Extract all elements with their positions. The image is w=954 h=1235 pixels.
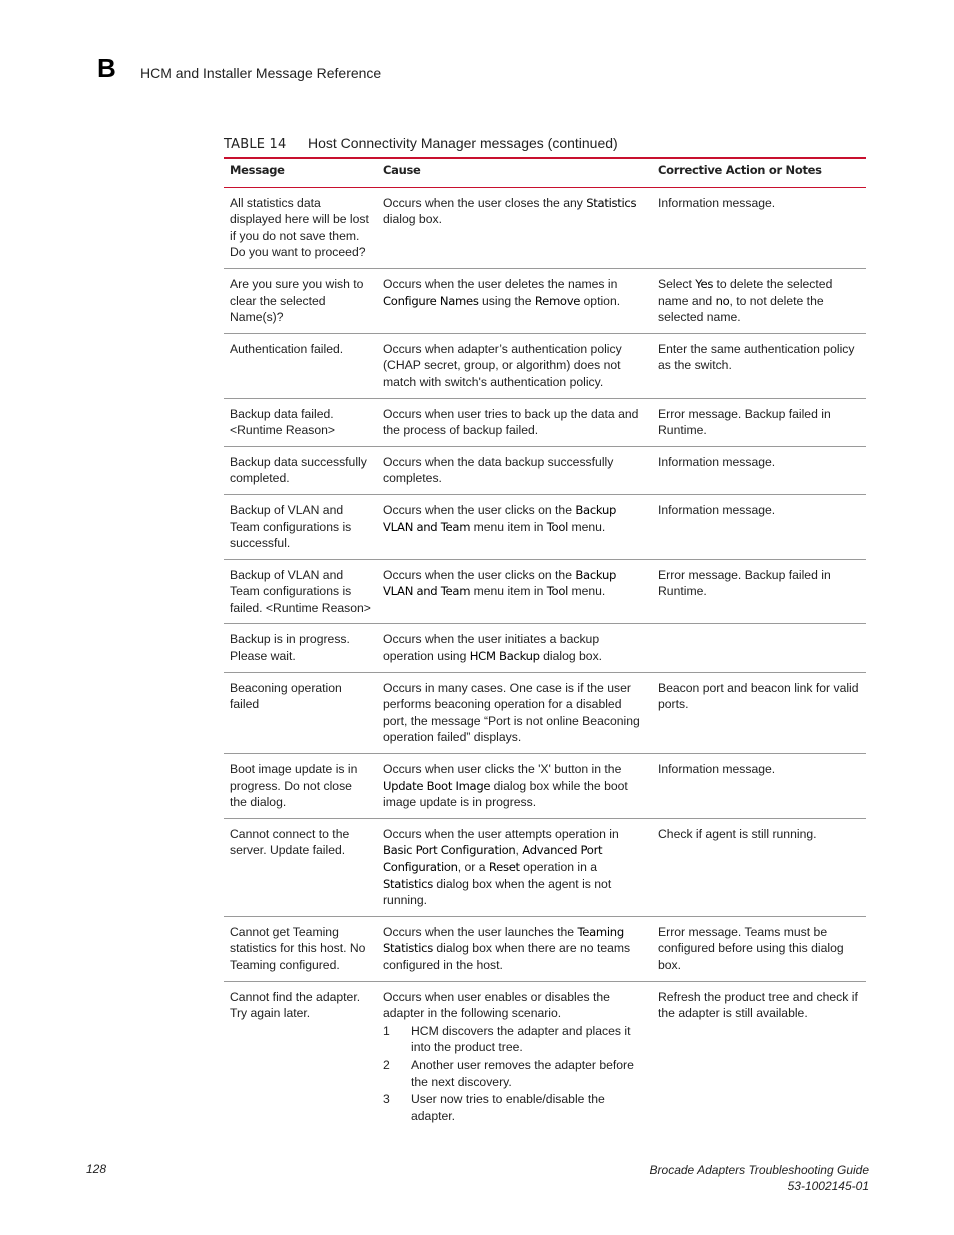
column-header-message: Message: [230, 163, 285, 177]
list-text: User now tries to enable/disable the adapter.: [411, 1092, 605, 1123]
cause-cell: Occurs when the user deletes the names in Configure Names using the Remove option.: [377, 268, 652, 333]
message-cell: Cannot connect to the server. Update failed.: [224, 818, 377, 916]
message-cell: Are you sure you wish to clear the selected Name(s)?: [224, 268, 377, 333]
cause-cell: Occurs when user clicks the 'X' button in the Update Boot Image dialog box while the boot image update is in progress.: [377, 754, 652, 819]
cause-cell: Occurs when adapter’s authentication policy (CHAP secret, group, or algorithm) does not match with switch's authentication policy.: [377, 333, 652, 398]
action-cell: Refresh the product tree and check if the adapter is still available.: [658, 989, 858, 1021]
ui-term: Configure Names: [383, 293, 479, 308]
list-item: [383, 1091, 646, 1124]
table-title: Host Connectivity Manager messages (continued): [308, 135, 618, 151]
action-cell: [652, 624, 866, 672]
table-row: [224, 268, 866, 333]
table-row: [224, 624, 866, 672]
ui-term: Yes: [695, 276, 714, 291]
column-header-cause: Cause: [383, 163, 421, 177]
message-cell: Backup data successfully completed.: [224, 446, 377, 494]
chapter-letter: B: [97, 53, 116, 83]
ui-term: HCM Backup: [469, 649, 540, 664]
ui-term: Statistics: [586, 195, 637, 210]
ui-term: Tool: [546, 519, 569, 534]
action-cell: Information message.: [652, 494, 866, 559]
message-cell: Backup data failed. <Runtime Reason>: [224, 398, 377, 446]
table-row: [224, 981, 866, 1132]
list-number: 3: [383, 1092, 390, 1107]
message-cell: All statistics data displayed here will be lost if you do not save them. Do you want to proceed?: [224, 187, 377, 268]
action-cell: Error message. Backup failed in Runtime.: [652, 398, 866, 446]
cause-cell: Occurs when user enables or disables the adapter in the following scenario. 1 HCM discovers the adapter and places it into the product tree. 2 Another user removes the adapter before the next discovery. 3 User now tries to enable/disable the adapter.: [377, 981, 652, 1132]
list-text: Another user removes the adapter before the next discovery.: [411, 1057, 634, 1089]
ui-term: Update Boot Image: [383, 778, 491, 793]
list-item: [383, 1057, 646, 1090]
list-number: 1: [383, 1023, 390, 1038]
action-cell: Information message.: [652, 446, 866, 494]
message-cell: Cannot find the adapter. Try again later.: [230, 989, 361, 1021]
cause-cell: Occurs when the data backup successfully completes.: [377, 446, 652, 494]
column-header-action: Corrective Action or Notes: [658, 163, 822, 177]
action-cell: Information message.: [652, 187, 866, 268]
list-item: [383, 1023, 646, 1056]
cause-cell: Occurs when the user initiates a backup operation using HCM Backup dialog box.: [377, 624, 652, 672]
action-cell: Select Yes to delete the selected name and no, to not delete the selected name.: [652, 268, 866, 333]
message-cell: Cannot get Teaming statistics for this host. No Teaming configured.: [224, 916, 377, 981]
action-cell: Enter the same authentication policy as the switch.: [652, 333, 866, 398]
doc-number: 53-1002145-01: [787, 1179, 869, 1193]
page-number: 128: [86, 1162, 107, 1176]
message-cell: Boot image update is in progress. Do not close the dialog.: [224, 754, 377, 819]
messages-table: [224, 157, 866, 1132]
list-text: HCM discovers the adapter and places it into the product tree.: [411, 1023, 631, 1055]
ui-term: Basic Port Configuration: [383, 843, 516, 858]
table-row: [224, 187, 866, 268]
action-cell: Information message.: [652, 754, 866, 819]
ui-term: Backup VLAN and Team: [383, 502, 617, 534]
action-cell: Check if agent is still running.: [652, 818, 866, 916]
table-row: [224, 818, 866, 916]
action-cell: Error message. Teams must be configured before using this dialog box.: [652, 916, 866, 981]
table-body: [224, 187, 866, 1132]
table-row: [224, 398, 866, 446]
table-row: [224, 559, 866, 624]
cause-cell: Occurs when the user clicks on the Backup VLAN and Team menu item in Tool menu.: [377, 559, 652, 624]
ui-term: Remove: [534, 293, 581, 308]
table-row: [224, 446, 866, 494]
cause-cell: Occurs when the user clicks on the Backup VLAN and Team menu item in Tool menu.: [377, 494, 652, 559]
table-caption: [224, 135, 618, 152]
message-cell: Backup of VLAN and Team configurations is successful.: [224, 494, 377, 559]
ui-term: Teaming Statistics: [383, 924, 624, 956]
table-row: [224, 754, 866, 819]
table-header-row: [224, 158, 866, 187]
table-row: [224, 494, 866, 559]
action-cell: Beacon port and beacon link for valid ports.: [652, 672, 866, 753]
ui-term: no: [715, 293, 730, 308]
message-cell: Backup is in progress. Please wait.: [224, 624, 377, 672]
message-cell: Beaconing operation failed: [224, 672, 377, 753]
table-row: [224, 333, 866, 398]
cause-cell: Occurs when the user attempts operation in Basic Port Configuration, Advanced Port Configuration, or a Reset operation in a Statistics dialog box when the agent is not running.: [377, 818, 652, 916]
guide-title: Brocade Adapters Troubleshooting Guide: [649, 1163, 869, 1177]
ui-term: Backup VLAN and Team: [383, 567, 617, 599]
cause-cell: Occurs when the user launches the Teaming Statistics dialog box when there are no teams configured in the host.: [377, 916, 652, 981]
list-number: 2: [383, 1057, 390, 1072]
chapter-title: HCM and Installer Message Reference: [140, 65, 382, 81]
ui-term: Advanced Port Configuration: [383, 843, 603, 874]
cause-cell: Occurs when user tries to back up the data and the process of backup failed.: [377, 398, 652, 446]
ui-term: Reset: [488, 860, 520, 874]
table-row: [224, 916, 866, 981]
scenario-list: [383, 1023, 646, 1125]
ui-term: Tool: [546, 584, 569, 599]
cause-cell: Occurs when the user closes the any Statistics dialog box.: [377, 187, 652, 268]
table-label: TABLE 14: [224, 137, 287, 152]
ui-term: Statistics: [383, 876, 433, 891]
table-row: [224, 672, 866, 753]
action-cell: Error message. Backup failed in Runtime.: [652, 559, 866, 624]
message-cell: Backup of VLAN and Team configurations is failed. <Runtime Reason>: [224, 559, 377, 624]
cause-cell: Occurs in many cases. One case is if the user performs beaconing operation for a disabled port, the message “Port is not online Beaconing operation failed” displays.: [377, 672, 652, 753]
message-cell: Authentication failed.: [224, 333, 377, 398]
footer-doc-info: [650, 1162, 869, 1194]
